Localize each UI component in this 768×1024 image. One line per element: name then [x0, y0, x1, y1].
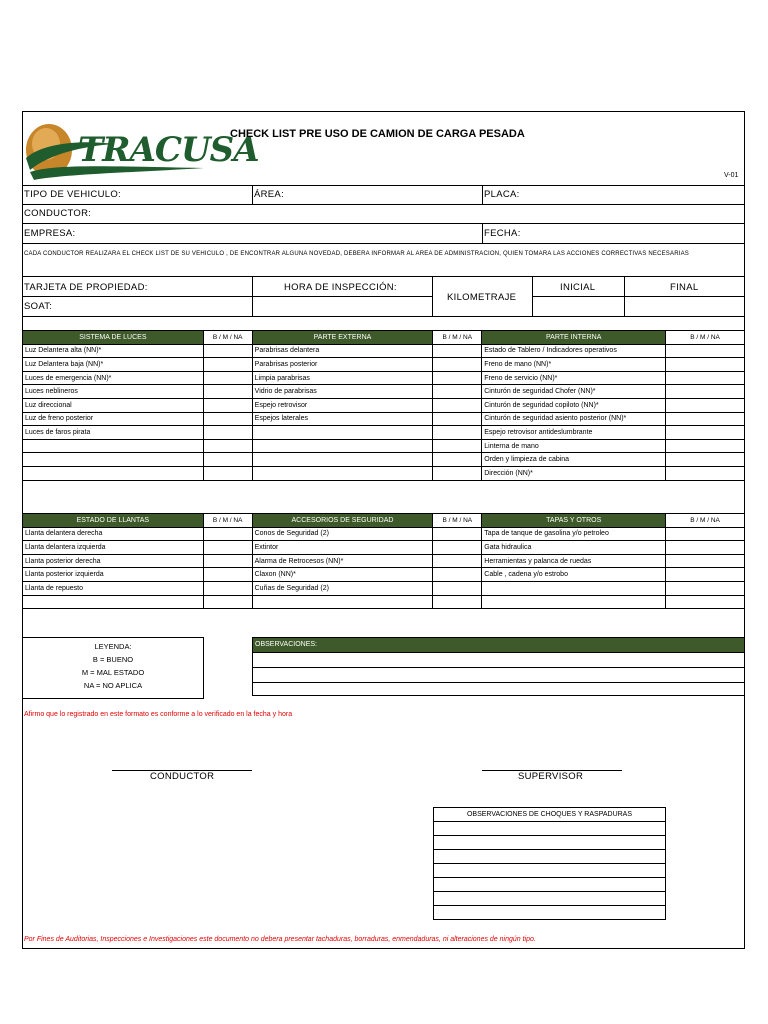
item-label: Espejo retrovisor antideslumbrante: [482, 426, 666, 440]
rating-header: B / M / NA: [433, 514, 482, 528]
rating-cell[interactable]: [666, 412, 745, 426]
item-label: Orden y limpieza de cabina: [482, 453, 666, 467]
table-row: [23, 358, 745, 372]
table-row: [434, 878, 666, 892]
table-row: [23, 554, 745, 568]
choques-header: OBSERVACIONES DE CHOQUES Y RASPADURAS: [434, 808, 666, 822]
item-label: Luz Delantera alta (NN)*: [23, 344, 204, 358]
item-label: [252, 466, 433, 480]
conductor-label: CONDUCTOR:: [24, 208, 92, 219]
item-label: Extintor: [252, 541, 433, 555]
item-label: Gata hidraulica: [482, 541, 666, 555]
divider: [22, 296, 432, 297]
item-label: [252, 439, 433, 453]
divider: [532, 276, 533, 316]
item-label: Llanta de repuesto: [23, 581, 204, 595]
tipo-vehiculo-label: TIPO DE VEHICULO:: [24, 189, 121, 200]
table-row: [434, 822, 666, 836]
table-row: [23, 412, 745, 426]
choques-line[interactable]: [434, 906, 666, 920]
checklist-table-1: [22, 330, 745, 481]
choques-line[interactable]: [434, 878, 666, 892]
divider: [22, 276, 745, 277]
item-label: Llanta posterior derecha: [23, 554, 204, 568]
legend-no-aplica: NA = NO APLICA: [83, 681, 143, 690]
rating-cell[interactable]: [433, 581, 482, 595]
final-label: FINAL: [670, 282, 699, 293]
legend-bueno: B = BUENO: [92, 655, 134, 664]
rating-header: B / M / NA: [203, 331, 252, 345]
legend-box: [22, 637, 204, 699]
table-row: [23, 344, 745, 358]
tracusa-logo: [24, 114, 259, 184]
item-label: Parabrisas posterior: [252, 358, 433, 372]
choques-line[interactable]: [434, 836, 666, 850]
item-label: [482, 581, 666, 595]
section-header: PARTE EXTERNA: [252, 331, 433, 345]
rating-cell[interactable]: [433, 439, 482, 453]
item-label: [252, 595, 433, 609]
section-header-row: [23, 514, 745, 528]
rating-cell[interactable]: [666, 541, 745, 555]
item-label: Luces de emergencia (NN)*: [23, 371, 204, 385]
observaciones-line[interactable]: [253, 682, 744, 697]
item-label: Conos de Seguridad (2): [252, 527, 433, 541]
rating-cell[interactable]: [666, 453, 745, 467]
divider: [252, 185, 253, 204]
rating-cell[interactable]: [433, 344, 482, 358]
rating-cell[interactable]: [433, 466, 482, 480]
item-label: Vidrio de parabrisas: [252, 385, 433, 399]
table-row: [23, 581, 745, 595]
table-row: [23, 568, 745, 582]
divider: [22, 243, 745, 244]
item-label: Cable , cadena y/o estrobo: [482, 568, 666, 582]
rating-cell[interactable]: [433, 385, 482, 399]
item-label: Herramientas y palanca de ruedas: [482, 554, 666, 568]
item-label: [482, 595, 666, 609]
section-header: SISTEMA DE LUCES: [23, 331, 204, 345]
divider: [624, 276, 625, 316]
item-label: Freno de mano (NN)*: [482, 358, 666, 372]
hora-label: HORA DE INSPECCIÓN:: [284, 282, 397, 293]
table-row: [23, 541, 745, 555]
item-label: Espejo retrovisor: [252, 398, 433, 412]
rating-cell[interactable]: [203, 453, 252, 467]
table-row: [434, 850, 666, 864]
item-label: Llanta posterior izquierda: [23, 568, 204, 582]
choques-line[interactable]: [434, 892, 666, 906]
rating-cell[interactable]: [203, 595, 252, 609]
rating-cell[interactable]: [666, 426, 745, 440]
area-label: ÁREA:: [254, 189, 285, 200]
observaciones-header: OBSERVACIONES:: [253, 638, 744, 652]
table-row: [23, 466, 745, 480]
item-label: Luz de freno posterior: [23, 412, 204, 426]
item-label: [252, 453, 433, 467]
table-row: [23, 453, 745, 467]
item-label: Llanta delantera izquierda: [23, 541, 204, 555]
rating-cell[interactable]: [433, 426, 482, 440]
fecha-label: FECHA:: [484, 228, 521, 239]
item-label: Luz Delantera baja (NN)*: [23, 358, 204, 372]
rating-cell[interactable]: [433, 412, 482, 426]
divider: [22, 223, 745, 224]
observaciones-box: [252, 637, 745, 696]
divider: [252, 276, 253, 316]
legend-mal-estado: M = MAL ESTADO: [81, 668, 145, 677]
rating-cell[interactable]: [433, 541, 482, 555]
conductor-signature-label: CONDUCTOR: [150, 771, 215, 782]
version-code: V-01: [724, 172, 739, 179]
rating-cell[interactable]: [666, 527, 745, 541]
legend-title: LEYENDA:: [94, 642, 132, 651]
rating-cell[interactable]: [666, 385, 745, 399]
rating-cell[interactable]: [666, 344, 745, 358]
divider: [432, 276, 433, 316]
section-header: TAPAS Y OTROS: [482, 514, 666, 528]
choques-table: [433, 807, 666, 920]
rating-cell[interactable]: [433, 398, 482, 412]
table-row: [23, 439, 745, 453]
item-label: [23, 453, 204, 467]
divider: [22, 185, 745, 186]
item-label: Cinturón de seguridad copiloto (NN)*: [482, 398, 666, 412]
item-label: [252, 426, 433, 440]
rating-cell[interactable]: [203, 568, 252, 582]
item-label: Freno de servicio (NN)*: [482, 371, 666, 385]
rating-cell[interactable]: [666, 581, 745, 595]
choques-line[interactable]: [434, 822, 666, 836]
soat-label: SOAT:: [24, 301, 53, 312]
table-row: [23, 371, 745, 385]
item-label: Alarma de Retrocesos (NN)*: [252, 554, 433, 568]
item-label: [23, 595, 204, 609]
item-label: [23, 466, 204, 480]
item-label: Llanta delantera derecha: [23, 527, 204, 541]
inicial-label: INICIAL: [560, 282, 596, 293]
rating-cell[interactable]: [666, 554, 745, 568]
item-label: Linterna de mano: [482, 439, 666, 453]
item-label: Tapa de tanque de gasolina y/o petroleo: [482, 527, 666, 541]
section-header: PARTE INTERNA: [482, 331, 666, 345]
rating-cell[interactable]: [203, 439, 252, 453]
divider: [482, 223, 483, 243]
tarjeta-label: TARJETA DE PROPIEDAD:: [24, 282, 148, 293]
empresa-label: EMPRESA:: [24, 228, 76, 239]
rating-cell[interactable]: [433, 358, 482, 372]
table-row: [23, 385, 745, 399]
item-label: Cuñas de Seguridad (2): [252, 581, 433, 595]
section-header: ESTADO DE LLANTAS: [23, 514, 204, 528]
rating-cell[interactable]: [203, 581, 252, 595]
rating-cell[interactable]: [203, 385, 252, 399]
divider: [532, 296, 745, 297]
rating-cell[interactable]: [433, 568, 482, 582]
item-label: [23, 439, 204, 453]
rating-cell[interactable]: [203, 426, 252, 440]
rating-cell[interactable]: [666, 439, 745, 453]
divider: [482, 185, 483, 204]
rating-cell[interactable]: [433, 527, 482, 541]
item-label: Parabrisas delantera: [252, 344, 433, 358]
item-label: Claxon (NN)*: [252, 568, 433, 582]
rating-cell[interactable]: [203, 398, 252, 412]
footer-note: Por Fines de Auditorias, Inspecciones e Investigaciones este documento no debera presentar tachaduras, borraduras, enmendaduras, ni alteraciones de ningún tipo.: [24, 936, 536, 943]
item-label: Espejos laterales: [252, 412, 433, 426]
item-label: Dirección (NN)*: [482, 466, 666, 480]
divider: [22, 316, 745, 317]
observaciones-line[interactable]: [253, 652, 744, 667]
affirm-text: Afirmo que lo registrado en este formato es conforme a lo verificado en la fecha y hora: [24, 711, 293, 718]
page-title: CHECK LIST PRE USO DE CAMION DE CARGA PESADA: [230, 128, 525, 140]
choques-line[interactable]: [434, 864, 666, 878]
rating-cell[interactable]: [433, 554, 482, 568]
placa-label: PLACA:: [484, 189, 520, 200]
kilometraje-label: KILOMETRAJE: [447, 292, 517, 303]
rating-cell[interactable]: [203, 358, 252, 372]
item-label: Cinturón de seguridad Chofer (NN)*: [482, 385, 666, 399]
supervisor-signature-label: SUPERVISOR: [518, 771, 584, 782]
rating-cell[interactable]: [666, 466, 745, 480]
rating-header: B / M / NA: [203, 514, 252, 528]
rating-cell[interactable]: [666, 358, 745, 372]
table-row: [23, 398, 745, 412]
rating-cell[interactable]: [666, 568, 745, 582]
rating-cell[interactable]: [203, 554, 252, 568]
item-label: Luz direccional: [23, 398, 204, 412]
item-label: Estado de Tablero / Indicadores operativos: [482, 344, 666, 358]
table-row: [23, 595, 745, 609]
rating-cell[interactable]: [203, 371, 252, 385]
rating-cell[interactable]: [203, 527, 252, 541]
table-row: [23, 527, 745, 541]
section-header: ACCESORIOS DE SEGURIDAD: [252, 514, 433, 528]
item-label: Luces de faros pirata: [23, 426, 204, 440]
rating-cell[interactable]: [203, 466, 252, 480]
choques-line[interactable]: [434, 850, 666, 864]
table-row: [23, 426, 745, 440]
divider: [22, 204, 745, 205]
instruction-text: CADA CONDUCTOR REALIZARA EL CHECK LIST DE SU VEHICULO , DE ENCONTRAR ALGUNA NOVEDAD, DEBERA INFORMAR AL AREA DE ADMINISTRACION, QUIEN TOMARA LAS ACCIONES CORRECTIVAS NECESARIAS: [24, 251, 690, 257]
rating-cell[interactable]: [203, 344, 252, 358]
rating-cell[interactable]: [433, 371, 482, 385]
table-row: [434, 836, 666, 850]
rating-cell[interactable]: [666, 398, 745, 412]
item-label: Luces neblineros: [23, 385, 204, 399]
rating-cell[interactable]: [203, 541, 252, 555]
rating-cell[interactable]: [433, 453, 482, 467]
rating-header: B / M / NA: [433, 331, 482, 345]
checklist-table-2: [22, 513, 745, 609]
item-label: Cinturón de seguridad asiento posterior (NN)*: [482, 412, 666, 426]
rating-header: B / M / NA: [666, 331, 745, 345]
rating-cell[interactable]: [203, 412, 252, 426]
rating-cell[interactable]: [433, 595, 482, 609]
item-label: Limpia parabrisas: [252, 371, 433, 385]
observaciones-line[interactable]: [253, 667, 744, 682]
rating-cell[interactable]: [666, 595, 745, 609]
section-header-row: [23, 331, 745, 345]
table-row: [434, 906, 666, 920]
table-row: [434, 892, 666, 906]
brand-name: TRACUSA: [78, 130, 259, 170]
rating-header: B / M / NA: [666, 514, 745, 528]
table-row: [434, 864, 666, 878]
rating-cell[interactable]: [666, 371, 745, 385]
